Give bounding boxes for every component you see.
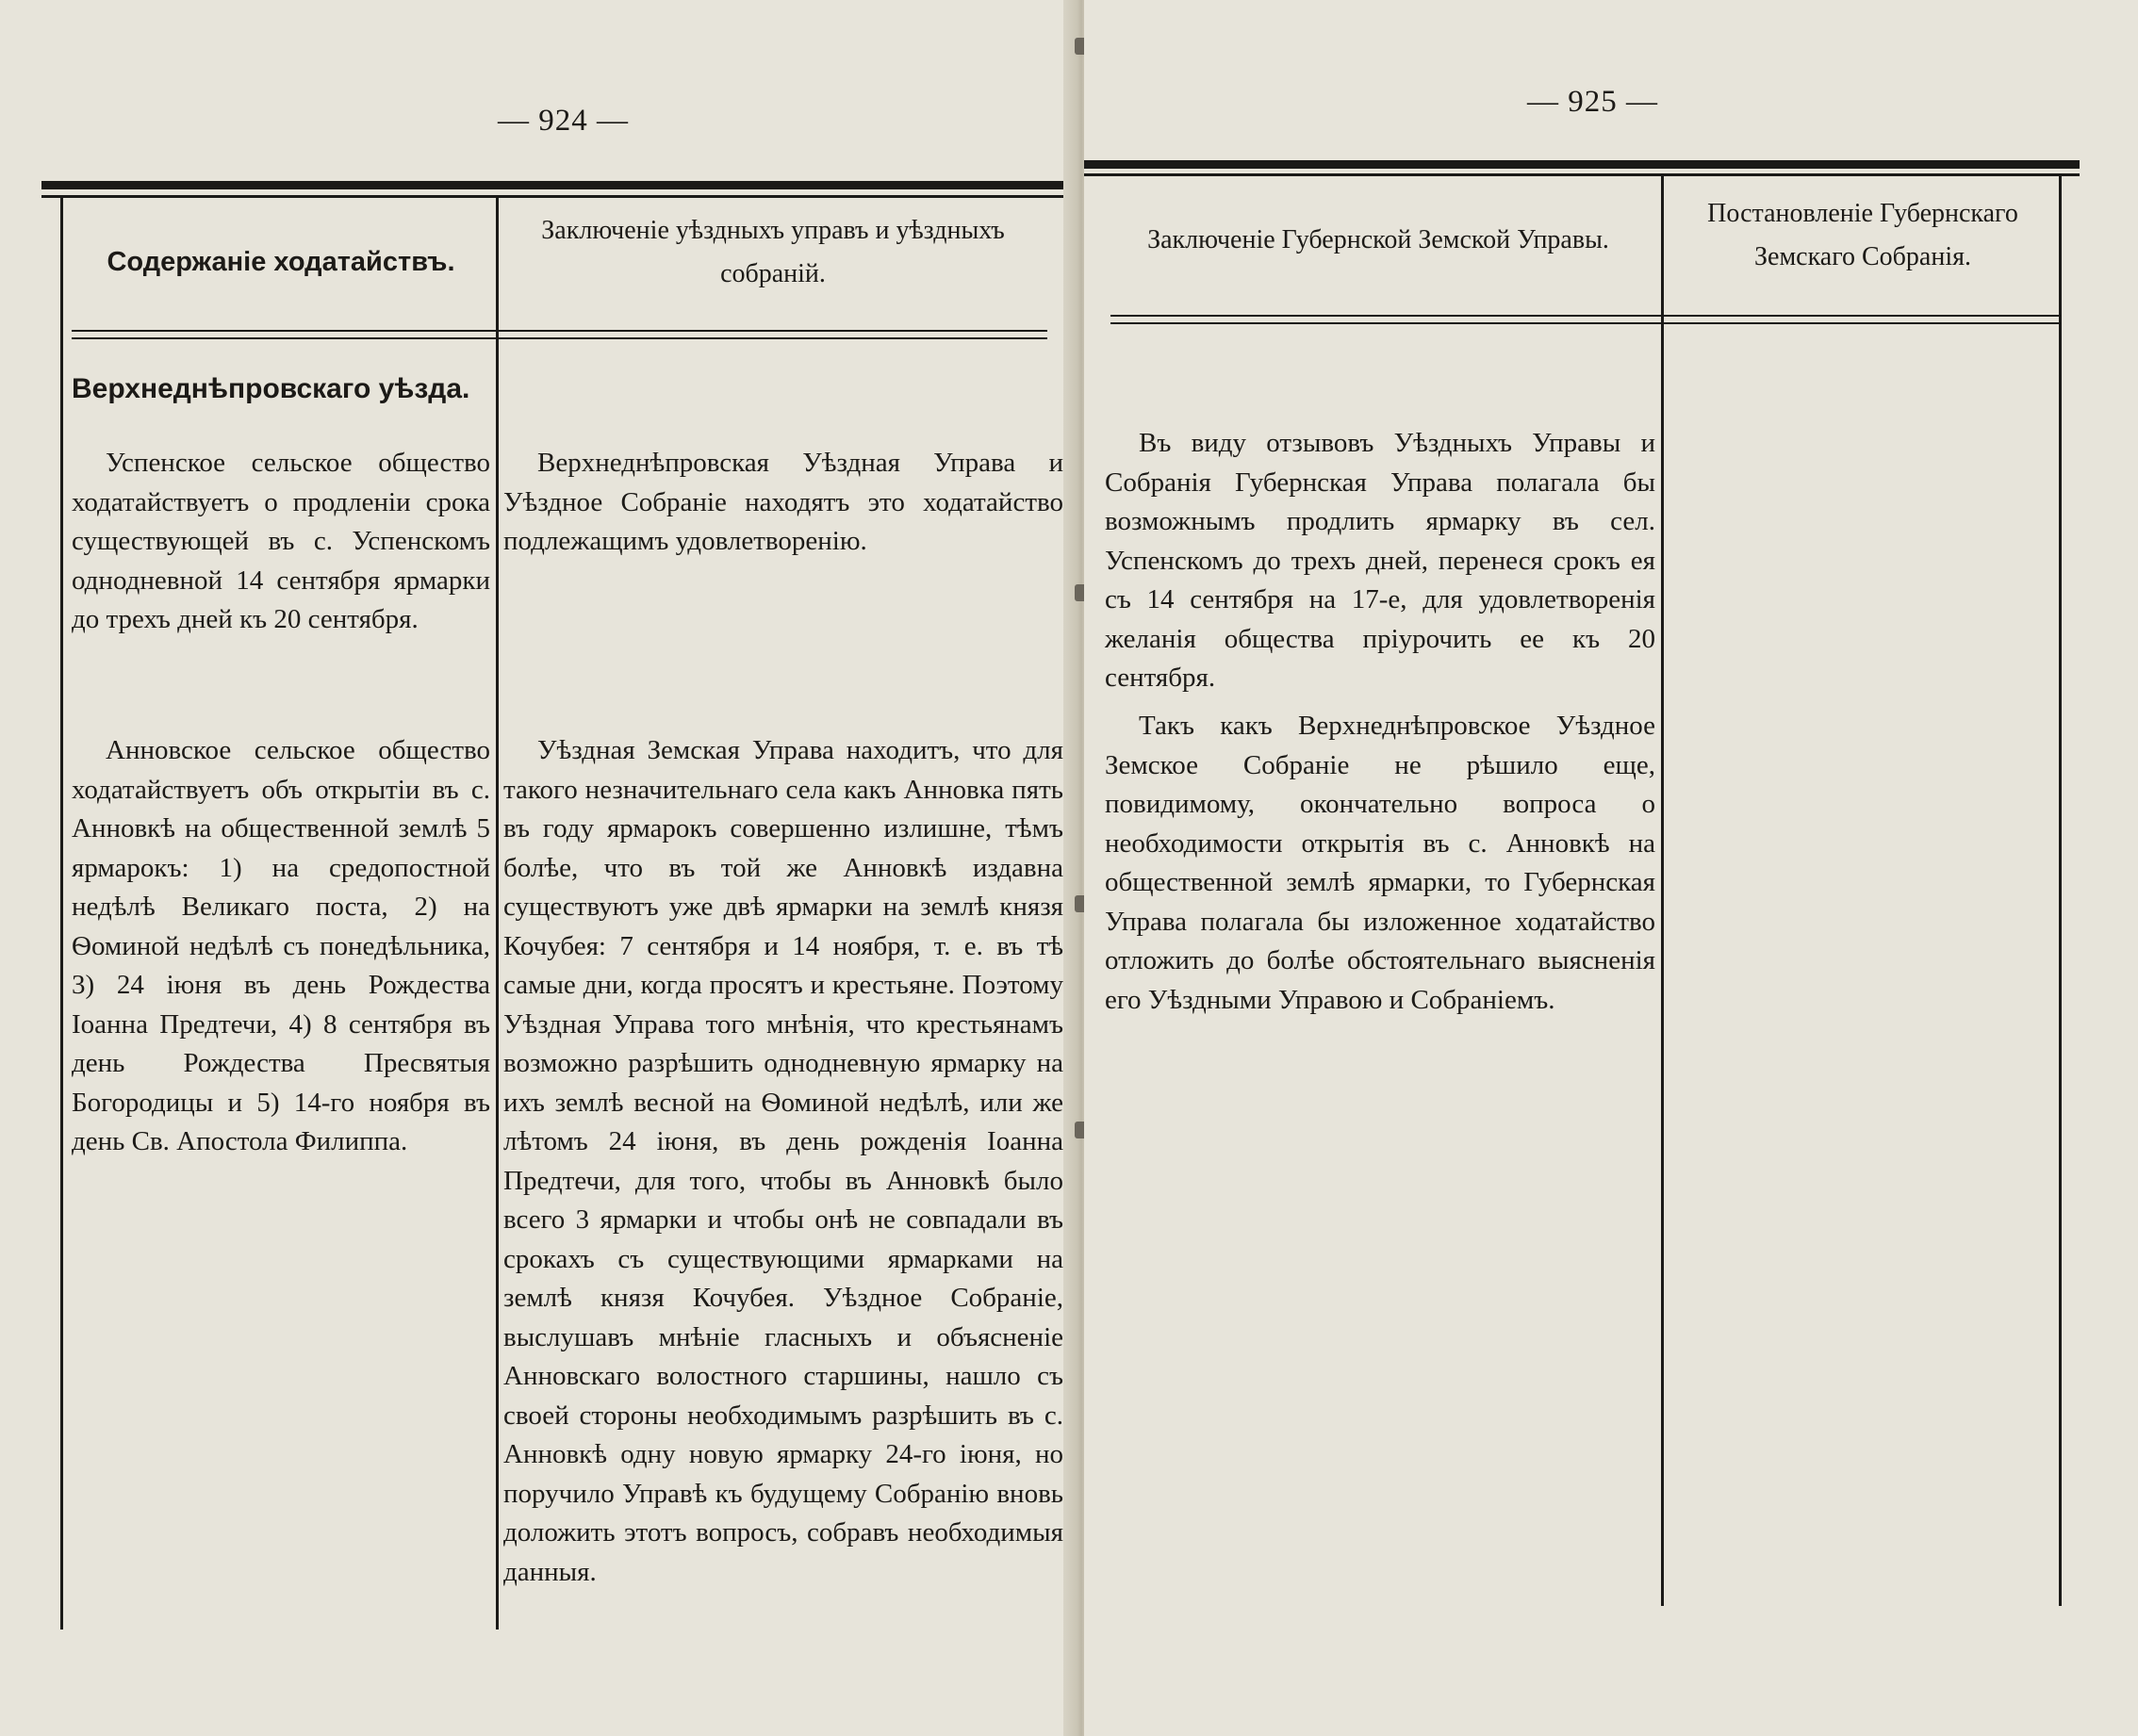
col1-header: Содержаніе ходатайствъ.	[107, 247, 455, 277]
col2-header: Заключеніе уѣздныхъ управъ и уѣздныхъ собраній.	[541, 216, 1005, 288]
petition-uspenskoe: Успенское сельское общество ходатайствуетъ о продленіи срока существующей въ с. Успенскомъ однодневной 14 сентября ярмарки до трехъ дней къ 20 сентября.	[72, 448, 490, 634]
page-number-right: — 925 —	[1527, 85, 1658, 119]
page-number-left: — 924 —	[498, 104, 629, 138]
conclusion-uspenskoe: Верхнеднѣпровская Уѣздная Управа и Уѣздное Собраніе находятъ это ходатайство подлежащимъ удовлетворенію.	[503, 448, 1063, 556]
top-rule-thick	[1084, 160, 2080, 169]
top-rule-thin	[1084, 173, 2080, 176]
section-title: Верхнеднѣпровскаго уѣзда.	[72, 373, 470, 404]
top-rule-thin	[41, 195, 1077, 198]
header-rule-left-2	[72, 337, 1047, 339]
header-rule-left	[72, 330, 1047, 332]
petition-annovskoe: Анновское сельское общество ходатайствуетъ объ открытіи въ с. Анновкѣ на общественной землѣ 5 ярмарокъ: 1) на средопостной недѣлѣ Великаго поста, 2) на Ѳоминой недѣлѣ съ понедѣльника, 3) 24 іюня въ день Рождества Іоанна Предтечи, 4) 8 сентября въ день Рождества Пресвятыя Богородицы и 5) 14-го ноября въ день Св. Апостола Филиппа.	[72, 735, 490, 1156]
col3-header: Заключеніе Губернской Земской Управы.	[1147, 225, 1609, 254]
column-divider-1	[496, 195, 499, 1630]
header-rule-right	[1110, 315, 2059, 317]
header-rule-right-2	[1110, 322, 2059, 324]
conclusion-annovskoe: Уѣздная Земская Управа находитъ, что для такого незначительнаго села какъ Анновка пять въ году ярмарокъ совершенно излишне, тѣмъ болѣе, что въ той же Анновкѣ издавна существуютъ уже двѣ ярмарки на землѣ князя Кочубея: 7 сентября и 14 ноября, т. е. въ тѣ самые дни, когда просятъ и крестьяне. Поэтому Уѣздная Управа того мнѣнія, что крестьянамъ возможно разрѣшить однодневную ярмарку на ихъ землѣ весной на Ѳоминой недѣлѣ, или же лѣтомъ 24 іюня, въ день рожденія Іоанна Предтечи, для того, чтобы въ Анновкѣ было всего 3 ярмарки и чтобы онѣ не совпадали въ срокахъ съ существующими ярмарками на землѣ князя Кочубея. Уѣздное Собраніе, выслушавъ мнѣніе гласныхъ и объясненіе Анновскаго волостного старшины, нашло съ своей стороны необходимымъ разрѣшить въ с. Анновкѣ одну новую ярмарку 24-го іюня, но поручило Управѣ къ будущему Собранію вновь доложить этотъ вопросъ, собравъ необходимыя данныя.	[503, 735, 1063, 1587]
col4-header: Постановленіе Губернскаго Земскаго Собранія.	[1707, 199, 2018, 271]
left-border	[60, 195, 63, 1630]
provincial-conclusion-uspenskoe: Въ виду отзывовъ Уѣздныхъ Управы и Собранія Губернская Управа полагала бы возможнымъ продлить ярмарку въ сел. Успенскомъ до трехъ дней, перенеся срокъ ея съ 14 сентября на 17-е, для удовлетворенія желанія общества пріурочить ее къ 20 сентября.	[1105, 428, 1655, 693]
column-divider-2	[1661, 173, 1664, 1606]
provincial-conclusion-annovskoe: Такъ какъ Верхнеднѣпровское Уѣздное Земское Собраніе не рѣшило еще, повидимому, окончательно вопроса о необходимости открытія въ с. Анновкѣ на общественной землѣ ярмарки, то Губернская Управа полагала бы изложенное ходатайство отложить до болѣе обстоятельнаго выясненія его Уѣздными Управою и Собраніемъ.	[1105, 711, 1655, 1015]
top-rule-thick	[41, 181, 1077, 189]
right-page	[1084, 0, 2138, 1736]
right-border	[2059, 173, 2062, 1606]
